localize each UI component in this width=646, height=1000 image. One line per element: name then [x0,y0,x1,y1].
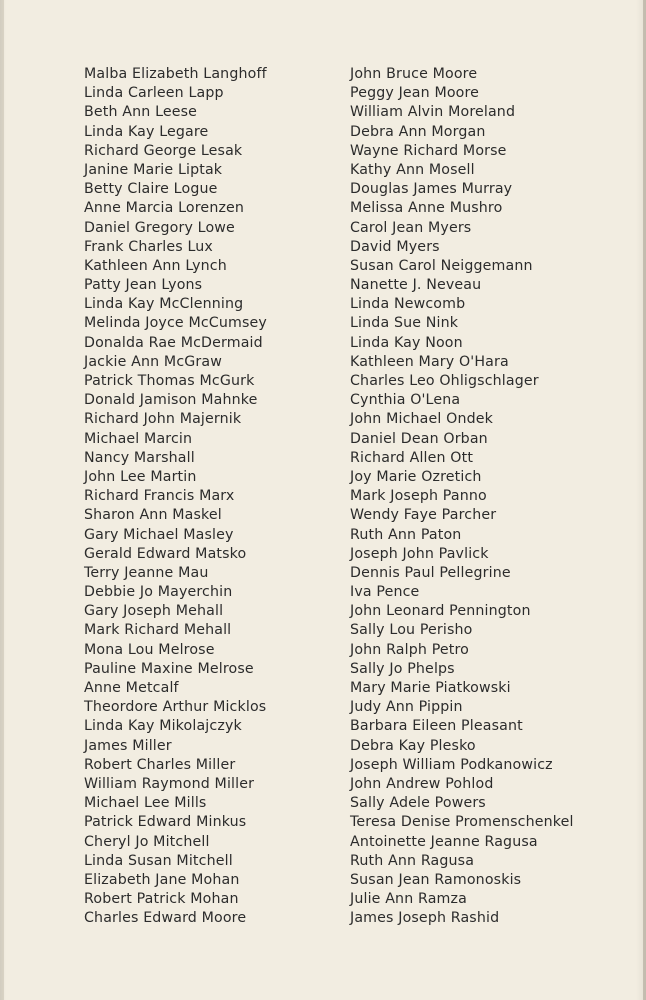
name-entry: Debbie Jo Mayerchin [84,584,233,601]
name-entry: Elizabeth Jane Mohan [84,871,240,888]
name-entry: Anne Metcalf [84,680,179,696]
name-entry: Wendy Faye Parcher [350,507,497,524]
name-entry: Richard Francis Marx [84,488,235,505]
name-entry: Nanette J. Neveau [350,277,482,294]
name-entry: William Alvin Moreland [350,104,516,121]
name-entry: Linda Susan Mitchell [84,852,233,869]
name-entry: Robert Patrick Mohan [84,891,239,908]
name-entry: Sally Lou Perisho [350,622,473,639]
name-entry: Richard George Lesak [84,142,243,159]
name-entry: Frank Charles Lux [84,238,213,255]
name-entry: Patrick Edward Minkus [84,814,247,831]
name-entry: Joseph William Podkanowicz [350,756,553,773]
name-entry: Terry Jeanne Mau [84,564,209,581]
name-entry: Anne Marcia Lorenzen [84,200,245,217]
name-entry: Patty Jean Lyons [84,277,203,294]
name-entry: Sally Adele Powers [350,795,486,812]
name-entry: Ruth Ann Ragusa [350,852,475,869]
name-entry: Sally Jo Phelps [350,660,455,677]
name-entry: Linda Sue Nink [350,315,459,332]
name-entry: Daniel Gregory Lowe [84,219,235,236]
name-entry: Cynthia O'Lena [350,392,461,409]
name-entry: Mary Marie Piatkowski [350,680,511,696]
name-entry: James Joseph Rashid [350,910,500,927]
name-entry: Melissa Anne Mushro [350,200,503,217]
name-entry: Daniel Dean Orban [350,430,488,447]
name-entry: John Ralph Petro [350,641,469,658]
name-entry: Linda Kay Noon [350,334,463,351]
name-entry: Linda Carleen Lapp [84,85,224,102]
name-entry: Debra Ann Morgan [350,123,486,140]
name-entry: Wayne Richard Morse [350,142,507,159]
name-entry: James Miller [84,737,172,754]
name-entry: Richard Allen Ott [350,449,474,466]
name-entry: Linda Kay McClenning [84,296,244,313]
name-entry: Joseph John Pavlick [350,545,489,562]
name-entry: Patrick Thomas McGurk [84,373,255,389]
name-entry: Julie Ann Ramza [350,891,467,908]
name-entry: Joy Marie Ozretich [350,468,482,485]
name-entry: Theordore Arthur Micklos [84,699,267,716]
name-entry: Susan Carol Neiggemann [350,257,533,274]
name-entry: Antoinette Jeanne Ragusa [350,833,538,850]
name-entry: Betty Claire Logue [84,181,218,198]
name-entry: Charles Edward Moore [84,910,247,927]
name-entry: Teresa Denise Promenschenkel [350,814,574,831]
name-entry: Dennis Paul Pellegrine [350,564,511,581]
name-entry: Carol Jean Myers [350,219,472,236]
name-entry: Mark Joseph Panno [350,488,487,505]
name-entry: Jackie Ann McGraw [84,353,222,370]
name-entry: Mona Lou Melrose [84,641,215,658]
name-entry: John Michael Ondek [350,411,494,428]
name-list-right [350,65,574,928]
name-entry: John Leonard Pennington [350,603,531,620]
name-entry: Barbara Eileen Pleasant [350,718,523,735]
name-entry: Beth Ann Leese [84,104,198,121]
name-entry: Linda Newcomb [350,296,466,313]
name-entry: David Myers [350,238,440,255]
name-entry: Charles Leo Ohligschlager [350,373,539,389]
name-entry: Gerald Edward Matsko [84,545,247,562]
name-entry: Iva Pence [350,584,420,601]
name-entry: Cheryl Jo Mitchell [84,833,210,850]
name-entry: Peggy Jean Moore [350,85,480,102]
name-entry: William Raymond Miller [84,775,255,792]
name-entry: Nancy Marshall [84,449,195,466]
name-entry: Gary Joseph Mehall [84,603,224,620]
name-entry: Richard John Majernik [84,411,242,428]
name-entry: Kathy Ann Mosell [350,161,475,178]
name-list-left [84,65,267,928]
name-entry: Malba Elizabeth Langhoff [84,66,267,82]
name-entry: Linda Kay Mikolajczyk [84,718,242,735]
name-entry: Gary Michael Masley [84,526,234,543]
name-entry: John Bruce Moore [350,66,478,82]
name-entry: Kathleen Ann Lynch [84,257,227,274]
name-entry: Judy Ann Pippin [350,699,463,716]
binding-shadow [0,0,4,1000]
name-entry: Kathleen Mary O'Hara [350,353,509,370]
name-entry: Linda Kay Legare [84,123,209,140]
name-entry: Mark Richard Mehall [84,622,232,639]
name-entry: Donalda Rae McDermaid [84,334,263,351]
name-entry: Pauline Maxine Melrose [84,660,254,677]
name-entry: Michael Marcin [84,430,193,447]
name-entry: Debra Kay Plesko [350,737,476,754]
name-entry: Douglas James Murray [350,181,513,198]
name-entry: Michael Lee Mills [84,795,207,812]
name-entry: Robert Charles Miller [84,756,236,773]
name-entry: Sharon Ann Maskel [84,507,222,524]
name-entry: Donald Jamison Mahnke [84,392,258,409]
name-entry: John Lee Martin [84,468,197,485]
name-entry: Melinda Joyce McCumsey [84,315,267,332]
name-entry: Susan Jean Ramonoskis [350,871,522,888]
name-entry: Janine Marie Liptak [84,161,223,178]
name-entry: John Andrew Pohlod [350,775,494,792]
name-entry: Ruth Ann Paton [350,526,462,543]
